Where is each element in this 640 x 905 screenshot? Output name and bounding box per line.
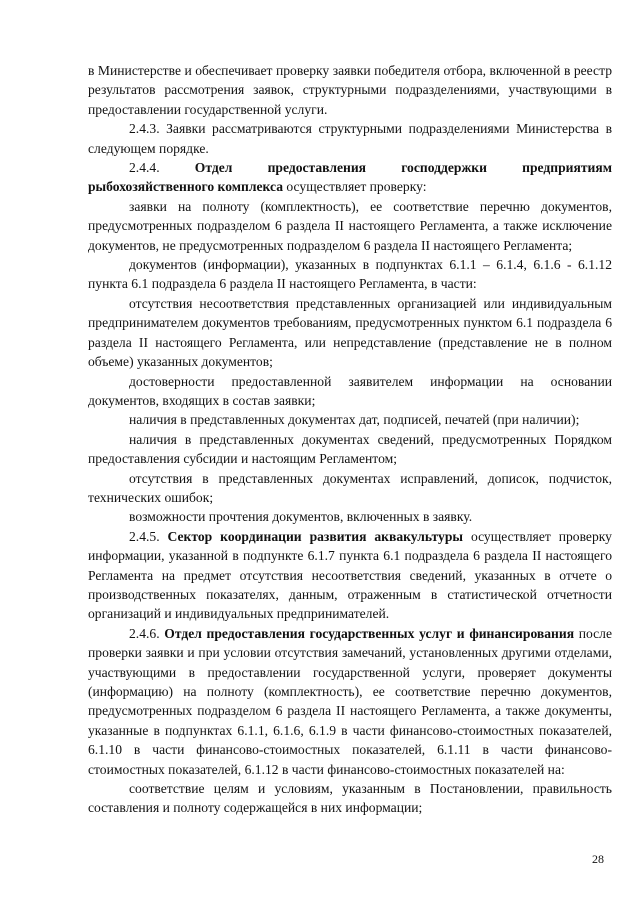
list-item: соответствие целям и условиям, указанным в Постановлении, правильность составления и полноту содержащейся в них информации;	[88, 781, 612, 816]
clause-number: 2.4.5.	[129, 528, 160, 544]
list-item: возможности прочтения документов, включенных в заявку.	[129, 509, 473, 525]
paragraph-text: после проверки заявки и при условии отсутствия замечаний, установленных другими отделами, участвующими в предоставлении государственной услуги, проверяет документы (информацию) на полноту (комплектность), ее соответствие перечню документов, предусмотренных подразделом 6 раздела II настоящего Регламента, а также документы, указанные в подпунктах 6.1.1, 6.1.6, 6.1.9 в части финансово-стоимостных показателей, 6.1.10 в части финансово-стоимостных показателей, 6.1.11 в части финансово-стоимостных показателей, 6.1.12 в части финансово-стоимостных показателей на:	[88, 625, 612, 777]
department-name-heading: Отдел предоставления господдержки предприятиям рыбохозяйственного комплекса	[88, 160, 612, 195]
paragraph-continuation: в Министерстве и обеспечивает проверку заявки победителя отбора, включенной в реестр результатов рассмотрения заявок, структурными подразделениями, участвующими в предоставлении государственной услуги.	[88, 63, 612, 117]
list-item: наличия в представленных документах дат, подписей, печатей (при наличии);	[129, 412, 580, 428]
paragraph-2-4-6	[88, 624, 612, 779]
department-name-heading: Сектор координации развития аквакультуры	[167, 528, 463, 544]
clause-number: 2.4.6.	[129, 625, 160, 641]
department-name-heading: Отдел предоставления государственных услуг и финансирования	[164, 625, 575, 641]
paragraph-text: осуществляет проверку:	[286, 179, 427, 195]
list-item: отсутствия в представленных документах исправлений, дописок, подчисток, технических ошибок;	[88, 470, 612, 505]
list-item: отсутствия несоответствия представленных организацией или индивидуальным предпринимателем документов требованиям, предусмотренных пунктом 6.1 подраздела 6 раздела II настоящего Регламента, или непредставление (представление не в полном объеме) указанных документов;	[88, 295, 612, 370]
list-item: наличия в представленных документах сведений, предусмотренных Порядком предоставления субсидии и настоящим Регламентом;	[88, 431, 612, 467]
paragraph-2-4-5	[88, 527, 612, 624]
document-body	[88, 61, 612, 818]
paragraph-2-4-4	[88, 158, 612, 197]
page-number: 28	[592, 852, 604, 866]
list-item: достоверности предоставленной заявителем информации на основании документов, входящих в состав заявки;	[88, 373, 612, 408]
clause-number: 2.4.4.	[129, 160, 160, 176]
paragraph-text: осуществляет проверку информации, указанной в подпункте 6.1.7 пункта 6.1 подраздела 6 раздела II настоящего Регламента на предмет отсутствия несоответствия сведений, указанных в отчете о производственных показателях, данным, отраженным в статистической отчетности организаций и индивидуальных предпринимателей.	[88, 528, 612, 622]
list-item: заявки на полноту (комплектность), ее соответствие перечню документов, предусмотренных подразделом 6 раздела II настоящего Регламента, а также исключение документов, не предусмотренных подразделом 6 раздела II настоящего Регламента;	[88, 198, 612, 253]
list-item: документов (информации), указанных в подпунктах 6.1.1 – 6.1.4, 6.1.6 - 6.1.12 пункта 6.1 подраздела 6 раздела II настоящего Регламента, в части:	[88, 257, 612, 292]
paragraph-2-4-3: 2.4.3. Заявки рассматриваются структурными подразделениями Министерства в следующем порядке.	[88, 121, 612, 156]
